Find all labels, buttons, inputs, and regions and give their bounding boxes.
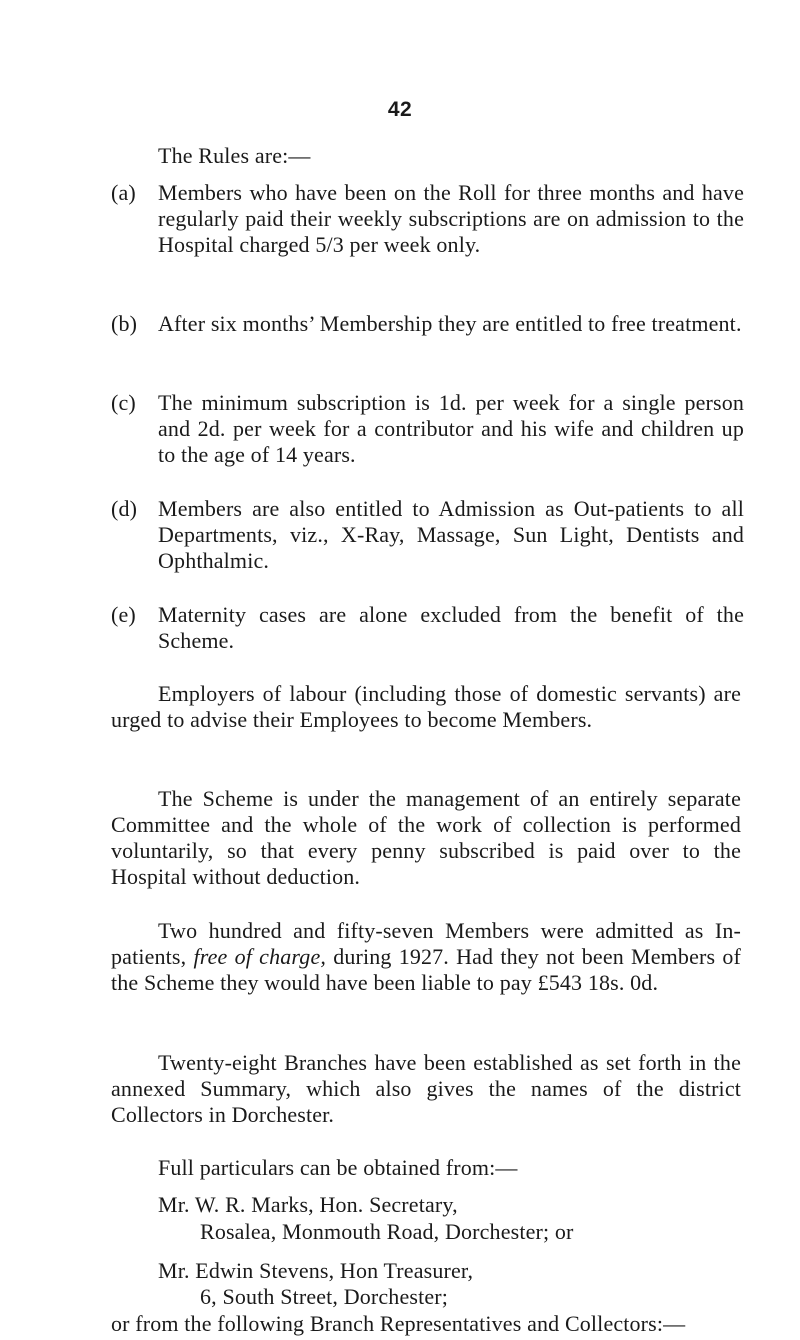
contact-treasurer-address: 6, South Street, Dorchester; (200, 1284, 448, 1309)
rule-label: (c) (111, 390, 136, 415)
admitted-text-after: during 1927. Had they not been Members of the Scheme they would have been liable to pay £543 18s. 0d. (111, 944, 741, 995)
paragraph-employers: Employers of labour (including those of domestic servants) are urged to advise their Employees to become Members. (111, 681, 741, 732)
rule-text: Members are also entitled to Admission as Out-patients to all Departments, viz., X-Ray, Massage, Sun Light, Dentists and Ophthalmic. (158, 496, 744, 573)
paragraph-admitted (111, 918, 741, 996)
contact-treasurer-name: Mr. Edwin Stevens, Hon Treasurer, (158, 1258, 474, 1283)
paragraph-scheme: The Scheme is under the management of an entirely separate Committee and the whole of the work of collection is performed voluntarily, so that every penny subscribed is paid over to the Hospital without deduction. (111, 786, 741, 889)
admitted-text-italic: free of charge, (193, 944, 327, 969)
rule-label: (a) (111, 180, 136, 205)
rule-label: (b) (111, 311, 138, 336)
rule-text: The minimum subscription is 1d. per week for a single person and 2d. per week for a contributor and his wife and children up to the age of 14 years. (158, 390, 744, 467)
rule-label: (e) (111, 602, 136, 627)
rule-label: (d) (111, 496, 138, 521)
contact-secretary-name: Mr. W. R. Marks, Hon. Secretary, (158, 1192, 458, 1217)
page-number: 42 (387, 98, 413, 121)
rule-text: Members who have been on the Roll for three months and have regularly paid their weekly subscriptions are on admission to the Hospital charged 5/3 per week only. (158, 180, 744, 257)
rule-text: After six months’ Membership they are entitled to free treatment. (158, 311, 742, 336)
closing-text: or from the following Branch Representatives and Collectors:— (111, 1311, 686, 1336)
rule-text: Maternity cases are alone excluded from the benefit of the Scheme. (158, 602, 744, 653)
admitted-text-before: Two hundred and fifty-seven Members were admitted as In-patients, (111, 918, 741, 969)
contact-secretary-address: Rosalea, Monmouth Road, Dorchester; or (200, 1219, 574, 1244)
paragraph-branches: Twenty-eight Branches have been established as set forth in the annexed Summary, which also gives the names of the district Collectors in Dorchester. (111, 1050, 741, 1127)
rules-heading: The Rules are:— (158, 143, 311, 168)
paragraph-particulars: Full particulars can be obtained from:— (158, 1155, 518, 1180)
